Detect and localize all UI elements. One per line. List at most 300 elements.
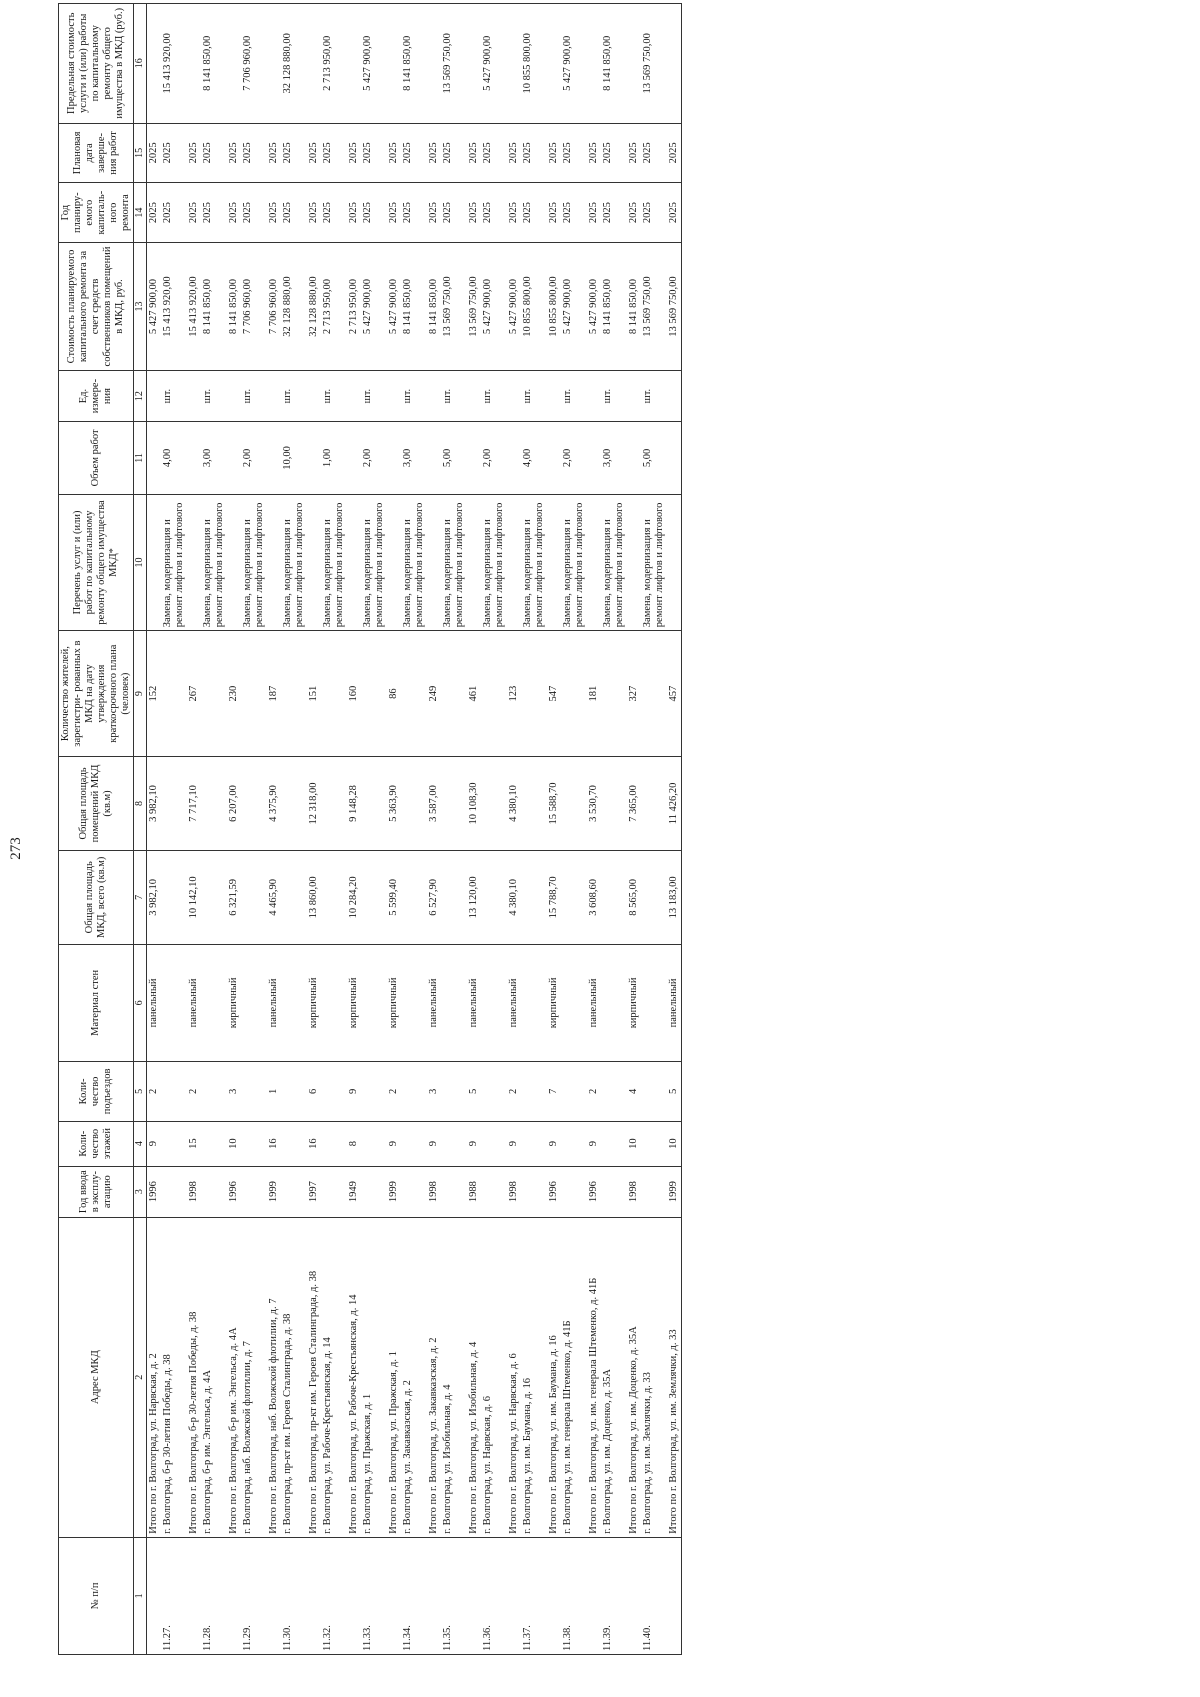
work-volume-cell	[347, 422, 361, 495]
total-area-cell: 15 788,70	[547, 850, 561, 944]
end-date-cell: 2025	[427, 123, 441, 183]
work-volume-cell: 1,00	[321, 422, 347, 495]
wall-material-cell: кирпичный	[627, 944, 641, 1061]
limit-cost-cell: 15 413 920,00	[161, 4, 187, 124]
end-date-cell: 2025	[561, 123, 587, 183]
planned-cost-cell: 10 855 800,00	[521, 243, 547, 371]
limit-cost-cell	[187, 4, 201, 124]
column-header: Плановая дата заверше- ния работ	[59, 123, 134, 183]
planned-cost-cell: 32 128 880,00	[307, 243, 321, 371]
address-cell: Итого по г. Волгоград, ул. им. Доценко, д. 35А	[627, 1217, 641, 1537]
work-volume-cell: 2,00	[561, 422, 587, 495]
planned-cost-cell: 5 427 900,00	[507, 243, 521, 371]
unit-cell: шт.	[401, 370, 427, 421]
row-number-cell	[587, 1537, 601, 1654]
entrances-count-cell: 2	[187, 1062, 201, 1122]
premises-area-cell: 3 982,10	[147, 757, 162, 851]
commission-year-cell: 1988	[467, 1166, 481, 1217]
premises-area-cell	[481, 757, 507, 851]
total-area-cell: 3 982,10	[147, 850, 162, 944]
limit-cost-cell	[627, 4, 641, 124]
wall-material-cell	[441, 944, 467, 1061]
planned-cost-cell: 15 413 920,00	[161, 243, 187, 371]
row-number-cell: 11.30.	[281, 1537, 307, 1654]
end-date-cell: 2025	[507, 123, 521, 183]
premises-area-cell	[521, 757, 547, 851]
residents-count-cell	[601, 631, 627, 757]
floors-count-cell	[481, 1121, 507, 1166]
planned-cost-cell: 32 128 880,00	[281, 243, 307, 371]
column-number: 8	[134, 757, 147, 851]
limit-cost-cell: 32 128 880,00	[281, 4, 307, 124]
end-date-cell: 2025	[227, 123, 241, 183]
limit-cost-cell: 5 427 900,00	[361, 4, 387, 124]
column-number: 10	[134, 494, 147, 631]
entrances-count-cell	[281, 1062, 307, 1122]
end-date-cell: 2025	[387, 123, 401, 183]
total-area-cell: 4 380,10	[507, 850, 521, 944]
works-list-cell: Замена, модернизация и ремонт лифтов и лифтового	[641, 494, 667, 631]
planned-cost-cell: 2 713 950,00	[321, 243, 347, 371]
row-number-cell	[467, 1537, 481, 1654]
column-number: 5	[134, 1062, 147, 1122]
floors-count-cell: 10	[627, 1121, 641, 1166]
work-volume-cell	[307, 422, 321, 495]
wall-material-cell: панельный	[467, 944, 481, 1061]
premises-area-cell	[201, 757, 227, 851]
end-date-cell: 2025	[361, 123, 387, 183]
wall-material-cell	[481, 944, 507, 1061]
column-header: Перечень услуг и (или) работ по капитальному ремонту общего имущества МКД*	[59, 494, 134, 631]
planned-cost-cell: 8 141 850,00	[401, 243, 427, 371]
plan-year-cell: 2025	[467, 183, 481, 243]
unit-cell: шт.	[481, 370, 507, 421]
commission-year-cell	[441, 1166, 467, 1217]
entrances-count-cell: 5	[467, 1062, 481, 1122]
plan-year-cell: 2025	[441, 183, 467, 243]
plan-year-cell: 2025	[667, 183, 682, 243]
end-date-cell: 2025	[347, 123, 361, 183]
column-number: 2	[134, 1217, 147, 1537]
plan-year-cell: 2025	[547, 183, 561, 243]
end-date-cell: 2025	[667, 123, 682, 183]
unit-cell: шт.	[161, 370, 187, 421]
unit-cell: шт.	[201, 370, 227, 421]
premises-area-cell	[321, 757, 347, 851]
total-area-cell	[641, 850, 667, 944]
total-area-cell	[441, 850, 467, 944]
work-volume-cell: 4,00	[161, 422, 187, 495]
row-number-cell	[347, 1537, 361, 1654]
commission-year-cell: 1949	[347, 1166, 361, 1217]
table-row	[441, 4, 467, 1655]
header-row	[59, 4, 134, 1655]
column-number: 16	[134, 4, 147, 124]
address-cell: Итого по г. Волгоград, ул. Нарвская, д. 2	[147, 1217, 162, 1537]
unit-cell	[467, 370, 481, 421]
floors-count-cell	[241, 1121, 267, 1166]
commission-year-cell	[281, 1166, 307, 1217]
end-date-cell: 2025	[321, 123, 347, 183]
commission-year-cell: 1998	[427, 1166, 441, 1217]
premises-area-cell	[361, 757, 387, 851]
address-cell: Итого по г. Волгоград, ул. Пражская, д. 1	[387, 1217, 401, 1537]
floors-count-cell	[401, 1121, 427, 1166]
premises-area-cell: 7 365,00	[627, 757, 641, 851]
entrances-count-cell: 6	[307, 1062, 321, 1122]
limit-cost-cell: 8 141 850,00	[401, 4, 427, 124]
data-table	[58, 3, 682, 1655]
wall-material-cell: панельный	[667, 944, 682, 1061]
column-header: Год планиру- емого капиталь- ного ремонта	[59, 183, 134, 243]
address-cell: г. Волгоград, ул. им. генерала Штеменко, д. 41Б	[561, 1217, 587, 1537]
works-list-cell: Замена, модернизация и ремонт лифтов и лифтового	[401, 494, 427, 631]
address-cell: Итого по г. Волгоград, б-р 30-летия Победы, д. 38	[187, 1217, 201, 1537]
limit-cost-cell	[307, 4, 321, 124]
limit-cost-cell: 13 569 750,00	[441, 4, 467, 124]
end-date-cell: 2025	[267, 123, 281, 183]
total-area-cell: 13 120,00	[467, 850, 481, 944]
address-cell: г. Волгоград, пр-кт им. Героев Сталинграда, д. 38	[281, 1217, 307, 1537]
planned-cost-cell: 13 569 750,00	[441, 243, 467, 371]
wall-material-cell: панельный	[507, 944, 521, 1061]
planned-cost-cell: 7 706 960,00	[241, 243, 267, 371]
planned-cost-cell: 5 427 900,00	[481, 243, 507, 371]
limit-cost-cell: 5 427 900,00	[481, 4, 507, 124]
table-row	[521, 4, 547, 1655]
total-area-cell: 3 608,60	[587, 850, 601, 944]
capital-repair-table	[58, 3, 682, 1655]
floors-count-cell	[521, 1121, 547, 1166]
column-header: Год ввода в эксплу- атацию	[59, 1166, 134, 1217]
residents-count-cell	[401, 631, 427, 757]
unit-cell	[587, 370, 601, 421]
plan-year-cell: 2025	[281, 183, 307, 243]
commission-year-cell: 1998	[187, 1166, 201, 1217]
total-area-cell	[521, 850, 547, 944]
column-number: 12	[134, 370, 147, 421]
total-area-cell	[361, 850, 387, 944]
commission-year-cell	[561, 1166, 587, 1217]
commission-year-cell: 1996	[587, 1166, 601, 1217]
work-volume-cell	[227, 422, 241, 495]
entrances-count-cell	[241, 1062, 267, 1122]
end-date-cell: 2025	[187, 123, 201, 183]
limit-cost-cell	[427, 4, 441, 124]
address-cell: Итого по г. Волгоград, ул. им. Землячки, д. 33	[667, 1217, 682, 1537]
address-cell: г. Волгоград, наб. Волжской флотилии, д. 7	[241, 1217, 267, 1537]
total-area-cell	[161, 850, 187, 944]
plan-year-cell: 2025	[347, 183, 361, 243]
limit-cost-cell	[387, 4, 401, 124]
floors-count-cell	[601, 1121, 627, 1166]
floors-count-cell: 9	[147, 1121, 162, 1166]
work-volume-cell: 3,00	[601, 422, 627, 495]
commission-year-cell	[521, 1166, 547, 1217]
entrances-count-cell	[601, 1062, 627, 1122]
premises-area-cell: 6 207,00	[227, 757, 241, 851]
works-list-cell: Замена, модернизация и ремонт лифтов и лифтового	[441, 494, 467, 631]
work-volume-cell	[187, 422, 201, 495]
floors-count-cell: 9	[507, 1121, 521, 1166]
row-number-cell: 11.39.	[601, 1537, 627, 1654]
end-date-cell: 2025	[281, 123, 307, 183]
wall-material-cell	[641, 944, 667, 1061]
plan-year-cell: 2025	[307, 183, 321, 243]
column-header: Стоимость планируемого капитального ремонта за счет средств собственников помещений в МКД, руб.	[59, 243, 134, 371]
table-row	[321, 4, 347, 1655]
table-row	[307, 4, 321, 1655]
floors-count-cell: 9	[547, 1121, 561, 1166]
table-row	[627, 4, 641, 1655]
works-list-cell: Замена, модернизация и ремонт лифтов и лифтового	[201, 494, 227, 631]
end-date-cell: 2025	[441, 123, 467, 183]
plan-year-cell: 2025	[641, 183, 667, 243]
wall-material-cell: кирпичный	[347, 944, 361, 1061]
row-number-cell: 11.33.	[361, 1537, 387, 1654]
work-volume-cell: 3,00	[401, 422, 427, 495]
entrances-count-cell	[521, 1062, 547, 1122]
wall-material-cell	[521, 944, 547, 1061]
plan-year-cell: 2025	[507, 183, 521, 243]
planned-cost-cell: 13 569 750,00	[667, 243, 682, 371]
total-area-cell	[401, 850, 427, 944]
work-volume-cell	[627, 422, 641, 495]
column-number: 9	[134, 631, 147, 757]
total-area-cell	[241, 850, 267, 944]
wall-material-cell: панельный	[147, 944, 162, 1061]
row-number-cell	[147, 1537, 162, 1654]
wall-material-cell: кирпичный	[387, 944, 401, 1061]
total-area-cell: 10 142,10	[187, 850, 201, 944]
address-cell: Итого по г. Волгоград, ул. Закавказская, д. 2	[427, 1217, 441, 1537]
unit-cell: шт.	[601, 370, 627, 421]
row-number-cell	[227, 1537, 241, 1654]
planned-cost-cell: 13 569 750,00	[467, 243, 481, 371]
work-volume-cell	[427, 422, 441, 495]
plan-year-cell: 2025	[601, 183, 627, 243]
limit-cost-cell: 5 427 900,00	[561, 4, 587, 124]
entrances-count-cell: 7	[547, 1062, 561, 1122]
end-date-cell: 2025	[481, 123, 507, 183]
plan-year-cell: 2025	[161, 183, 187, 243]
table-row	[467, 4, 481, 1655]
residents-count-cell: 547	[547, 631, 561, 757]
address-cell: Итого по г. Волгоград, б-р им. Энгельса, д. 4А	[227, 1217, 241, 1537]
table-row	[561, 4, 587, 1655]
end-date-cell: 2025	[161, 123, 187, 183]
end-date-cell: 2025	[201, 123, 227, 183]
residents-count-cell	[361, 631, 387, 757]
work-volume-cell: 10,00	[281, 422, 307, 495]
total-area-cell	[481, 850, 507, 944]
entrances-count-cell: 3	[427, 1062, 441, 1122]
table-row	[547, 4, 561, 1655]
unit-cell: шт.	[561, 370, 587, 421]
planned-cost-cell: 15 413 920,00	[187, 243, 201, 371]
commission-year-cell: 1996	[547, 1166, 561, 1217]
residents-count-cell	[561, 631, 587, 757]
wall-material-cell	[361, 944, 387, 1061]
address-cell: Итого по г. Волгоград, ул. Изобильная, д. 4	[467, 1217, 481, 1537]
table-row	[507, 4, 521, 1655]
works-list-cell: Замена, модернизация и ремонт лифтов и лифтового	[361, 494, 387, 631]
table-row	[587, 4, 601, 1655]
wall-material-cell: панельный	[267, 944, 281, 1061]
work-volume-cell	[147, 422, 162, 495]
entrances-count-cell	[401, 1062, 427, 1122]
residents-count-cell: 461	[467, 631, 481, 757]
residents-count-cell	[441, 631, 467, 757]
end-date-cell: 2025	[521, 123, 547, 183]
residents-count-cell: 123	[507, 631, 521, 757]
address-cell: Итого по г. Волгоград, ул. им. Баумана, д. 16	[547, 1217, 561, 1537]
address-cell: Итого по г. Волгоград, наб. Волжской флотилии, д. 7	[267, 1217, 281, 1537]
limit-cost-cell	[227, 4, 241, 124]
commission-year-cell: 1999	[387, 1166, 401, 1217]
address-cell: г. Волгоград, б-р им. Энгельса, д. 4А	[201, 1217, 227, 1537]
floors-count-cell	[281, 1121, 307, 1166]
entrances-count-cell	[441, 1062, 467, 1122]
wall-material-cell: кирпичный	[227, 944, 241, 1061]
premises-area-cell	[401, 757, 427, 851]
plan-year-cell: 2025	[241, 183, 267, 243]
planned-cost-cell: 5 427 900,00	[147, 243, 162, 371]
total-area-cell	[321, 850, 347, 944]
unit-cell	[347, 370, 361, 421]
planned-cost-cell: 7 706 960,00	[267, 243, 281, 371]
floors-count-cell: 9	[467, 1121, 481, 1166]
column-header: Количество жителей, зарегистри- рованных в МКД на дату утверждения краткосрочного плана (человек)	[59, 631, 134, 757]
premises-area-cell: 11 426,20	[667, 757, 682, 851]
address-cell: Итого по г. Волгоград, ул. им. генерала Штеменко, д. 41Б	[587, 1217, 601, 1537]
table-row	[281, 4, 307, 1655]
commission-year-cell	[241, 1166, 267, 1217]
plan-year-cell: 2025	[387, 183, 401, 243]
premises-area-cell: 3 530,70	[587, 757, 601, 851]
work-volume-cell: 4,00	[521, 422, 547, 495]
end-date-cell: 2025	[241, 123, 267, 183]
residents-count-cell: 327	[627, 631, 641, 757]
column-number: 11	[134, 422, 147, 495]
residents-count-cell	[201, 631, 227, 757]
works-list-cell	[387, 494, 401, 631]
unit-cell	[427, 370, 441, 421]
table-row	[187, 4, 201, 1655]
floors-count-cell: 16	[307, 1121, 321, 1166]
address-cell: г. Волгоград, ул. им. Доценко, д. 35А	[601, 1217, 627, 1537]
works-list-cell	[347, 494, 361, 631]
work-volume-cell	[267, 422, 281, 495]
end-date-cell: 2025	[307, 123, 321, 183]
planned-cost-cell: 8 141 850,00	[601, 243, 627, 371]
work-volume-cell	[507, 422, 521, 495]
planned-cost-cell: 5 427 900,00	[561, 243, 587, 371]
floors-count-cell	[161, 1121, 187, 1166]
unit-cell: шт.	[281, 370, 307, 421]
entrances-count-cell: 4	[627, 1062, 641, 1122]
planned-cost-cell: 13 569 750,00	[641, 243, 667, 371]
unit-cell: шт.	[441, 370, 467, 421]
wall-material-cell	[401, 944, 427, 1061]
total-area-cell: 8 565,00	[627, 850, 641, 944]
column-number: 6	[134, 944, 147, 1061]
planned-cost-cell: 8 141 850,00	[427, 243, 441, 371]
commission-year-cell	[361, 1166, 387, 1217]
works-list-cell	[307, 494, 321, 631]
plan-year-cell: 2025	[147, 183, 162, 243]
floors-count-cell: 8	[347, 1121, 361, 1166]
limit-cost-cell: 8 141 850,00	[601, 4, 627, 124]
column-header: Общая площадь МКД, всего (кв.м)	[59, 850, 134, 944]
premises-area-cell	[441, 757, 467, 851]
unit-cell	[227, 370, 241, 421]
commission-year-cell: 1996	[147, 1166, 162, 1217]
wall-material-cell: панельный	[187, 944, 201, 1061]
row-number-cell	[507, 1537, 521, 1654]
premises-area-cell: 4 375,90	[267, 757, 281, 851]
wall-material-cell	[201, 944, 227, 1061]
planned-cost-cell: 8 141 850,00	[227, 243, 241, 371]
planned-cost-cell: 5 427 900,00	[361, 243, 387, 371]
total-area-cell	[201, 850, 227, 944]
column-header: Общая площадь помещений МКД (кв.м)	[59, 757, 134, 851]
premises-area-cell: 9 148,28	[347, 757, 361, 851]
planned-cost-cell: 8 141 850,00	[201, 243, 227, 371]
plan-year-cell: 2025	[521, 183, 547, 243]
residents-count-cell: 152	[147, 631, 162, 757]
plan-year-cell: 2025	[267, 183, 281, 243]
plan-year-cell: 2025	[587, 183, 601, 243]
works-list-cell: Замена, модернизация и ремонт лифтов и лифтового	[521, 494, 547, 631]
address-cell: г. Волгоград, ул. Пражская, д. 1	[361, 1217, 387, 1537]
wall-material-cell	[241, 944, 267, 1061]
plan-year-cell: 2025	[561, 183, 587, 243]
works-list-cell: Замена, модернизация и ремонт лифтов и лифтового	[561, 494, 587, 631]
column-header: № п/п	[59, 1537, 134, 1654]
residents-count-cell: 86	[387, 631, 401, 757]
wall-material-cell	[321, 944, 347, 1061]
column-header: Материал стен	[59, 944, 134, 1061]
total-area-cell	[281, 850, 307, 944]
limit-cost-cell	[547, 4, 561, 124]
plan-year-cell: 2025	[227, 183, 241, 243]
limit-cost-cell	[667, 4, 682, 124]
residents-count-cell: 187	[267, 631, 281, 757]
wall-material-cell	[161, 944, 187, 1061]
table-row	[401, 4, 427, 1655]
work-volume-cell: 5,00	[441, 422, 467, 495]
row-number-cell	[427, 1537, 441, 1654]
works-list-cell: Замена, модернизация и ремонт лифтов и лифтового	[281, 494, 307, 631]
wall-material-cell: панельный	[427, 944, 441, 1061]
column-number: 4	[134, 1121, 147, 1166]
table-row	[641, 4, 667, 1655]
page-number: 273	[8, 837, 24, 860]
end-date-cell: 2025	[641, 123, 667, 183]
plan-year-cell: 2025	[361, 183, 387, 243]
works-list-cell: Замена, модернизация и ремонт лифтов и лифтового	[321, 494, 347, 631]
entrances-count-cell: 3	[227, 1062, 241, 1122]
planned-cost-cell: 5 427 900,00	[587, 243, 601, 371]
residents-count-cell: 267	[187, 631, 201, 757]
limit-cost-cell: 7 706 960,00	[241, 4, 267, 124]
table-row	[481, 4, 507, 1655]
works-list-cell	[267, 494, 281, 631]
entrances-count-cell: 2	[587, 1062, 601, 1122]
residents-count-cell: 249	[427, 631, 441, 757]
total-area-cell: 13 860,00	[307, 850, 321, 944]
